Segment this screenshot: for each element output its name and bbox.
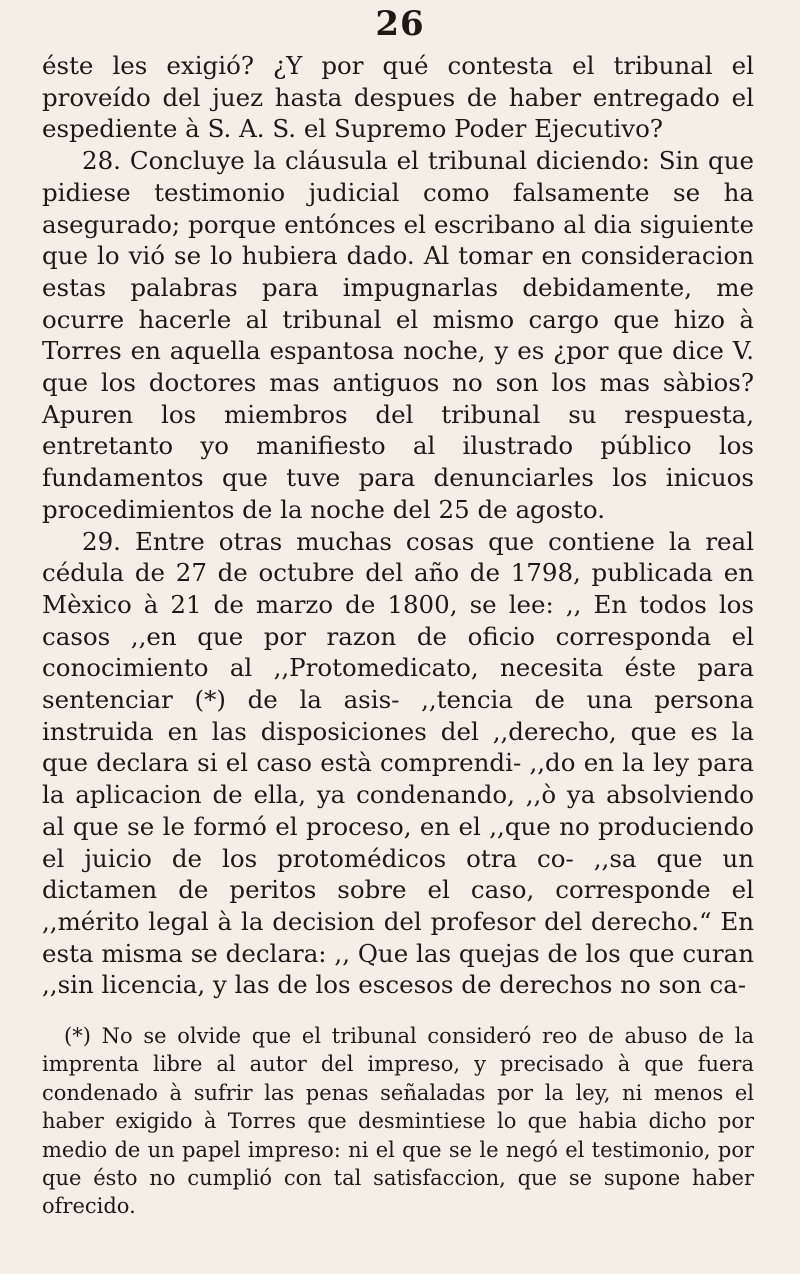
paragraph-29: 29. Entre otras muchas cosas que contiene la real cédula de 27 de octubre del año de 1798, publicada en Mèxico à 21 de marzo de 1800, se lee: ,, En todos los casos ,,en que por razon de oficio corresponda el conocimiento al ,,Protomedicato, necesita éste para sentenciar (*) de la asis- ,,tencia de una persona instruida en las disposiciones del ,,derecho, que es la que declara si el caso està comprendi- ,,do en la ley para la aplicacion de ella, ya condenando, ,,ò ya absolviendo al que se le formó el proceso, en el ,,que no produciendo el juicio de los protomédicos otra co- ,,sa que un dictamen de peritos sobre el caso, corresponde el ,,mérito legal à la decision del profesor del derecho.“ En esta misma se declara: ,, Que las quejas de los que curan ,,sin licencia, y las de los escesos de derechos no son ca- [42,526,754,1000]
page-number: 26 [375,4,425,44]
main-text [42,50,754,1001]
paragraph-28: 28. Concluye la cláusula el tribunal diciendo: Sin que pidiese testimonio judicial como falsamente se ha asegurado; porque entónces el escribano al dia siguiente que lo vió se lo hubiera dado. Al tomar en consideracion estas palabras para impugnarlas debidamente, me ocurre hacerle al tribunal el mismo cargo que hizo à Torres en aquella espantosa noche, y es ¿por que dice V. que los doctores mas antiguos no son los mas sàbios? Apuren los miembros del tribunal su respuesta, entretanto yo manifiesto al ilustrado público los fundamentos que tuve para denunciarles los inicuos procedimientos de la noche del 25 de agosto. [42,146,754,524]
paragraph-continuation: éste les exigió? ¿Y por qué contesta el tribunal el proveído del juez hasta despues de haber entregado el espediente à S. A. S. el Supremo Poder Ejecutivo? [42,51,754,144]
footnote [42,1022,754,1221]
footnote-text: (*) No se olvide que el tribunal consideró reo de abuso de la imprenta libre al autor del impreso, y precisado à que fuera condenado à sufrir las penas señaladas por la ley, ni menos el haber exigido à Torres que desmintiese lo que habia dicho por medio de un papel impreso: ni el que se le negó el testimonio, por que ésto no cumplió con tal satisfaccion, que se supone haber ofrecido. [42,1024,754,1219]
